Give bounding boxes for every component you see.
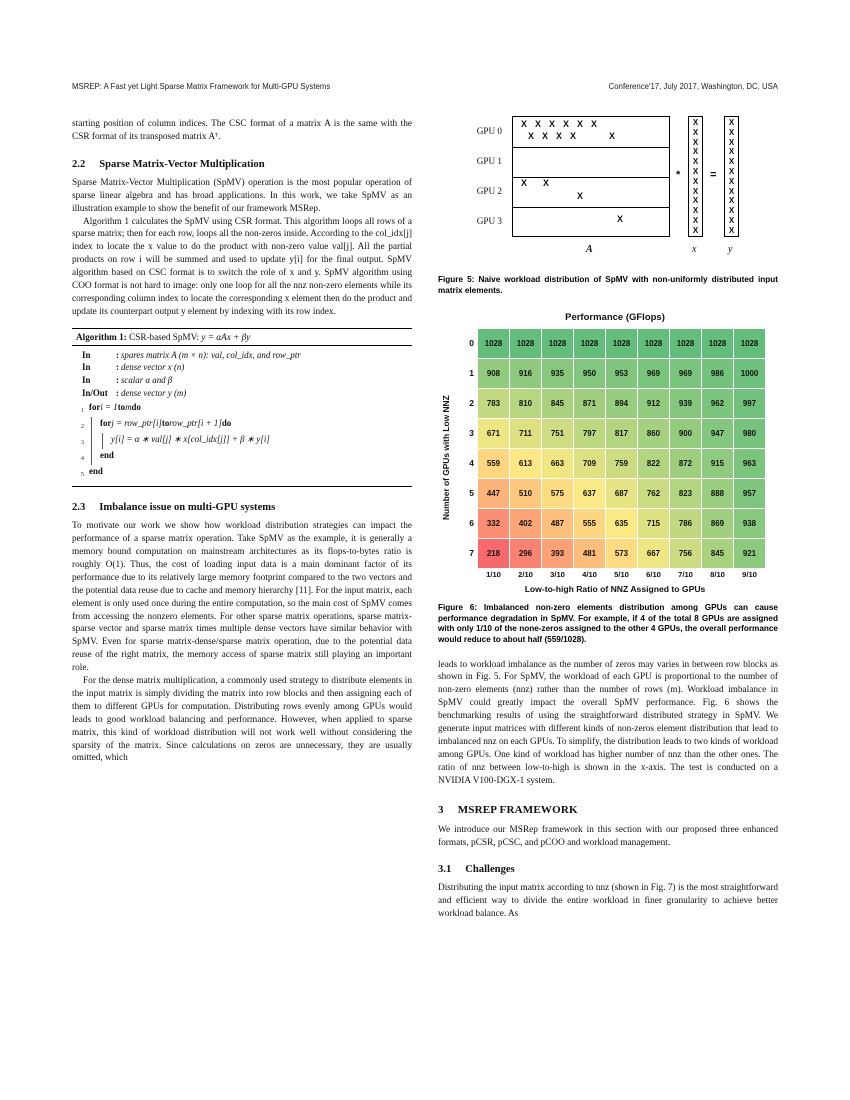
algorithm-code-line [74, 465, 408, 481]
paragraph: Algorithm 1 calculates the SpMV using CSR format. This algorithm loops all rows of a sparse matrix; then for each row, loops all the non-zeros inside. According to the col_idx[j] index to locate the x value to do the product with non-zero value val[j]. All the partial products on row i will be summed and used to update y[i] for the final output. SpMV algorithm based on CSC format is to switch the role of x and y. SpMV algorithm using COO format is not hard to image: only one loop for all the nnz non-zero elements while its corresponding column index to locate the corresponding x element then do the product and update its counterpart output y element by indexing with its row index. [72, 216, 412, 317]
section-heading-3-1 [438, 864, 778, 875]
heatmap-cell: 957 [734, 479, 765, 508]
paragraph: To motivate our work we show how workload distribution strategies can impact the performance of a sparse matrix operation. Take SpMV as the example, it is generally a memory bound computation on mainstream architectures as its flops-to-bytes ratio is roughly O(1). Thus, the cost of loading input data is a main dominant factor of its performance due to its relatively large memory footprint compared to the two vectors and the potential data reuse due to cache and memory hierarchy [11]. For the input matrix, each element is only used once during the entire computation, so the main cost of SpMV comes from accessing the nonzero elements. For other sparse matrix operations, sparse matrix-sparse vector and sparse matrix times multiple dense vectors have similar behavior with SpMV. Even for sparse matrix-dense/sparse matrix operation, due to the potential data reuse of the right matrix, the memory access of sparse matrix still playing an important role. [72, 521, 412, 674]
gpu-row-label: GPU 2 [476, 186, 502, 196]
section-heading-3 [438, 804, 778, 816]
gpu-row-label: GPU 1 [476, 156, 502, 166]
algorithm-code-line [74, 449, 408, 465]
algorithm-line-number: 3 [80, 439, 84, 447]
heatmap-x-tick: 8/10 [710, 570, 725, 580]
algorithm-title-formula: y = αAx + βy [201, 331, 251, 342]
vector-element-mark: X [728, 186, 735, 196]
algorithm-io-label: In [82, 362, 91, 373]
paragraph: For the dense matrix multiplication, a commonly used strategy to distribute elements in the input matrix is simply dividing the matrix into row blocks and then assigning each of them to different GPUs for computation. Distributing rows evenly among GPUs would leads to good workload balancing and performance. However, when applied to sparse matrix, this kind of workload distribution will not work well without considering the sparsity of the matrix. Since calculations on zeros are unnecessary, they are usually omitted, which [72, 676, 412, 764]
heatmap-row-label: 7 [469, 548, 474, 559]
heatmap-cell: 555 [574, 509, 605, 538]
equals-operator: = [710, 169, 717, 181]
heatmap-tick-row [464, 569, 778, 581]
algorithm-io-line [82, 387, 408, 400]
algorithm-keyword: do [131, 402, 141, 413]
paragraph: leads to workload imbalance as the number of zeros may varies in between row blocks as shown in Fig. 5. For SpMV, the workload of each GPU is proportional to the number of non-zero elements (nnz) rather than the number of rows (m). Workload imbalance in SpMV could greatly impact the overall SpMV performance. Fig. 6 shows the benchmarking results of using the straightforward distributed strategy in SpMV. We generate input matrices with different kinds of non-zeros element distribution that lead to imbalanced nnz on each GPUs. To simplify, the distribution leads to two kinds of workload among GPUs. One kind of workload has higher number of nnz than the other ones. The ratio of nnz between low-to-high is shown in the x-axis. The test is conducted on a NVIDIA V100-DGX-1 system. [438, 659, 778, 786]
algorithm-code-line [74, 417, 408, 433]
figure5-matrix-A [512, 116, 670, 237]
heatmap-row-label: 4 [469, 458, 474, 469]
figure6-heatmap [438, 312, 778, 594]
heatmap-cell: 823 [670, 479, 701, 508]
algorithm-title-text: CSR-based SpMV: [126, 331, 202, 342]
heatmap-cell: 786 [670, 509, 701, 538]
heatmap-cell: 921 [734, 539, 765, 568]
heatmap-cell: 637 [574, 479, 605, 508]
heatmap-cell: 402 [510, 509, 541, 538]
vector-element-mark: X [728, 225, 735, 235]
vector-element-mark: X [692, 118, 699, 127]
heatmap-x-tick: 1/10 [486, 570, 501, 580]
vector-element-mark: X [692, 166, 699, 176]
heatmap-cell: 671 [478, 419, 509, 448]
heatmap-cell: 912 [638, 389, 669, 418]
heatmap-x-tick: 7/10 [678, 570, 693, 580]
left-column [72, 118, 412, 765]
algorithm-io-label: In [82, 374, 91, 385]
heatmap-cell: 332 [478, 509, 509, 538]
heatmap-row [464, 479, 778, 509]
heatmap-cell: 872 [670, 449, 701, 478]
algorithm-line-number: 1 [80, 407, 84, 415]
paragraph: Sparse Matrix-Vector Multiplication (SpMV) operation is the most popular operation of sparse linear algebra and has broad applications. In this work, we take SpMV as an illustration example to show the benefit of our framework MSRep. [72, 177, 412, 214]
heatmap-cell: 1028 [478, 329, 509, 358]
vector-element-mark: X [692, 176, 699, 186]
algorithm-expression: i = 1 [100, 402, 118, 413]
vector-element-mark: X [728, 147, 735, 157]
heatmap-cell: 845 [702, 539, 733, 568]
paragraph: We introduce our MSRep framework in this section with our proposed three enhanced formats, pCSR, pCSC, and pCOO and workload management. [438, 824, 778, 848]
algorithm-expression: row_ptr[i + 1] [169, 418, 222, 429]
figure5-diagram [450, 116, 778, 266]
algorithm-keyword: end [89, 466, 103, 477]
heatmap-cell: 969 [638, 359, 669, 388]
heatmap-cell: 481 [574, 539, 605, 568]
algorithm-keyword: for [89, 402, 101, 413]
heatmap-cell: 963 [734, 449, 765, 478]
multiply-operator: * [676, 169, 681, 181]
heatmap-cell: 756 [670, 539, 701, 568]
heatmap-cell: 1028 [542, 329, 573, 358]
matrix-label-A: A [586, 244, 593, 255]
algorithm-code-line [74, 433, 408, 449]
figure5-vector-y [724, 116, 739, 237]
paragraph-intro: starting position of column indices. The CSC format of a matrix A is the same with the CSR format of its transposed matrix Aᵀ. [72, 119, 412, 142]
nonzero-mark: X [577, 119, 584, 129]
nonzero-mark: X [521, 119, 528, 129]
heatmap-cell: 575 [542, 479, 573, 508]
vector-label-y: y [728, 244, 733, 255]
heatmap-cell: 296 [510, 539, 541, 568]
heatmap-cell: 1000 [734, 359, 765, 388]
algorithm-indent-guide [91, 433, 100, 449]
heatmap-row-label: 3 [469, 428, 474, 439]
section-title: Sparse Matrix-Vector Multiplication [99, 158, 265, 170]
heatmap-cell: 1028 [670, 329, 701, 358]
algorithm-io-label: In [82, 349, 91, 360]
heatmap-x-tick: 4/10 [582, 570, 597, 580]
heatmap-cell: 715 [638, 509, 669, 538]
matrix-divider [513, 147, 669, 148]
algorithm-line-number: 5 [80, 471, 84, 479]
heatmap-cell: 810 [510, 389, 541, 418]
section-title: MSREP FRAMEWORK [457, 803, 578, 816]
heatmap-cell: 447 [478, 479, 509, 508]
vector-element-mark: X [692, 186, 699, 196]
heatmap-cell: 1028 [702, 329, 733, 358]
nonzero-mark: X [591, 119, 598, 129]
vector-element-mark: X [728, 215, 735, 225]
heatmap-cell: 1028 [574, 329, 605, 358]
algorithm-keyword: to [117, 402, 126, 413]
heatmap-cell: 1028 [606, 329, 637, 358]
vector-element-mark: X [692, 157, 699, 167]
vector-element-mark: X [728, 137, 735, 147]
heatmap-row-label: 5 [469, 488, 474, 499]
heatmap-row [464, 329, 778, 359]
vector-element-mark: X [692, 127, 699, 137]
section-title: Challenges [465, 864, 515, 876]
chart-y-axis-label: Number of GPUs with Low NNZ [441, 395, 451, 521]
nonzero-mark: X [535, 119, 542, 129]
running-header-right: Conference'17, July 2017, Washington, DC, USA [608, 82, 778, 91]
heatmap-cell: 908 [478, 359, 509, 388]
heatmap-cell: 935 [542, 359, 573, 388]
heatmap-cell: 711 [510, 419, 541, 448]
nonzero-mark: X [528, 131, 535, 141]
algorithm-title [72, 329, 412, 346]
heatmap-cell: 817 [606, 419, 637, 448]
heatmap-cell: 635 [606, 509, 637, 538]
heatmap-cell: 980 [734, 419, 765, 448]
heatmap-grid [464, 329, 778, 581]
section-number: 2.3 [72, 502, 86, 514]
heatmap-cell: 845 [542, 389, 573, 418]
heatmap-cell: 393 [542, 539, 573, 568]
heatmap-cell: 762 [638, 479, 669, 508]
vector-element-mark: X [728, 127, 735, 137]
heatmap-row-label: 6 [469, 518, 474, 529]
section-number: 3 [438, 803, 444, 816]
heatmap-x-tick: 3/10 [550, 570, 565, 580]
vector-element-mark: X [692, 225, 699, 235]
heatmap-cell: 759 [606, 449, 637, 478]
figure6-caption: Figure 6: Imbalanced non-zero elements distribution among GPUs can cause performance degradation in SpMV. For example, if 4 of the total 8 GPUs are assigned with only 1/10 of the none-zeros assigned to the other 4 GPUs, the overall performance would reduce to about half (559/1028). [438, 603, 778, 644]
algorithm-expression: y[i] = α ∗ val[j] ∗ x[col_idx[j]] + β ∗ y[i] [111, 434, 270, 445]
algorithm-io-text: : dense vector x (n) [116, 361, 184, 374]
algorithm-expression: m [125, 402, 132, 413]
algorithm-io-text: : scalar α and β [116, 374, 172, 387]
heatmap-row-label: 0 [469, 338, 474, 349]
heatmap-cell: 947 [702, 419, 733, 448]
heatmap-row-label: 2 [469, 398, 474, 409]
right-column [438, 112, 778, 921]
algorithm-keyword: do [221, 418, 232, 429]
nonzero-mark: X [570, 131, 577, 141]
heatmap-x-tick: 6/10 [646, 570, 661, 580]
heatmap-row [464, 419, 778, 449]
heatmap-cell: 218 [478, 539, 509, 568]
nonzero-mark: X [617, 214, 624, 224]
vector-label-x: x [692, 244, 697, 255]
heatmap-cell: 573 [606, 539, 637, 568]
heatmap-cell: 894 [606, 389, 637, 418]
algorithm-io-line [82, 374, 408, 387]
chart-x-axis-label: Low-to-high Ratio of NNZ Assigned to GPUs [524, 584, 706, 595]
heatmap-x-tick: 2/10 [518, 570, 533, 580]
heatmap-cell: 510 [510, 479, 541, 508]
heatmap-cell: 900 [670, 419, 701, 448]
vector-element-mark: X [728, 157, 735, 167]
heatmap-x-tick: 5/10 [614, 570, 629, 580]
heatmap-row [464, 389, 778, 419]
heatmap-cell: 871 [574, 389, 605, 418]
section-heading-2-3 [72, 502, 412, 513]
algorithm-io-label: In/Out [82, 387, 108, 398]
figure5-caption: Figure 5: Naive workload distribution of SpMV with non-uniformly distributed input matrix elements. [438, 275, 778, 295]
nonzero-mark: X [563, 119, 570, 129]
heatmap-cell: 939 [670, 389, 701, 418]
vector-element-mark: X [692, 147, 699, 157]
chart-title: Performance (GFlops) [565, 312, 665, 324]
section-title: Imbalance issue on multi-GPU systems [99, 502, 276, 514]
nonzero-mark: X [556, 131, 563, 141]
heatmap-row [464, 359, 778, 389]
section-number: 3.1 [438, 864, 452, 876]
heatmap-cell: 953 [606, 359, 637, 388]
heatmap-cell: 962 [702, 389, 733, 418]
vector-element-mark: X [692, 206, 699, 216]
gpu-row-label: GPU 3 [476, 216, 502, 226]
running-header-left: MSREP: A Fast yet Light Sparse Matrix Framework for Multi-GPU Systems [72, 82, 331, 91]
matrix-divider [513, 207, 669, 208]
algorithm-1-box [72, 328, 412, 487]
algorithm-keyword: to [161, 418, 170, 429]
heatmap-cell: 869 [702, 509, 733, 538]
algorithm-expression: j = row_ptr[i] [111, 418, 162, 429]
algorithm-io-line [82, 361, 408, 374]
vector-element-mark: X [692, 196, 699, 206]
heatmap-cell: 860 [638, 419, 669, 448]
algorithm-line-number: 4 [80, 455, 84, 463]
nonzero-mark: X [549, 119, 556, 129]
nonzero-mark: X [543, 178, 550, 188]
heatmap-cell: 915 [702, 449, 733, 478]
nonzero-mark: X [542, 131, 549, 141]
gpu-row-label: GPU 0 [476, 126, 502, 136]
vector-element-mark: X [728, 176, 735, 186]
heatmap-row [464, 509, 778, 539]
heatmap-cell: 783 [478, 389, 509, 418]
nonzero-mark: X [609, 131, 616, 141]
running-header [72, 82, 778, 91]
heatmap-cell: 969 [670, 359, 701, 388]
nonzero-mark: X [521, 178, 528, 188]
algorithm-indent-guide [91, 449, 100, 465]
algorithm-io-line [82, 349, 408, 362]
heatmap-cell: 822 [638, 449, 669, 478]
heatmap-cell: 687 [606, 479, 637, 508]
matrix-divider [513, 177, 669, 178]
heatmap-cell: 667 [638, 539, 669, 568]
vector-element-mark: X [728, 196, 735, 206]
section-number: 2.2 [72, 158, 86, 170]
nonzero-mark: X [577, 191, 584, 201]
heatmap-cell: 613 [510, 449, 541, 478]
algorithm-line-number: 2 [80, 423, 84, 431]
heatmap-cell: 888 [702, 479, 733, 508]
heatmap-cell: 487 [542, 509, 573, 538]
heatmap-cell: 986 [702, 359, 733, 388]
heatmap-cell: 797 [574, 419, 605, 448]
heatmap-cell: 751 [542, 419, 573, 448]
heatmap-cell: 938 [734, 509, 765, 538]
heatmap-cell: 950 [574, 359, 605, 388]
figure5-vector-x [688, 116, 703, 237]
algorithm-io-block [72, 346, 412, 400]
heatmap-row-label: 1 [469, 368, 474, 379]
heatmap-cell: 559 [478, 449, 509, 478]
heatmap-cell: 997 [734, 389, 765, 418]
algorithm-indent-guide [91, 417, 100, 433]
heatmap-row [464, 449, 778, 479]
heatmap-cell: 663 [542, 449, 573, 478]
heatmap-cell: 1028 [638, 329, 669, 358]
algorithm-io-text: : dense vector y (m) [116, 387, 186, 400]
vector-element-mark: X [692, 137, 699, 147]
vector-element-mark: X [692, 215, 699, 225]
heatmap-cell: 709 [574, 449, 605, 478]
paragraph: Distributing the input matrix according to nnz (shown in Fig. 7) is the most straightforward and efficient way to divide the entire workload in finer granularity to achieve better workload balance. As [438, 883, 778, 920]
algorithm-code-line [74, 401, 408, 417]
heatmap-tick-spacer [464, 569, 478, 581]
heatmap-cell: 1028 [510, 329, 541, 358]
algorithm-code-block [72, 400, 412, 482]
section-heading-2-2 [72, 159, 412, 170]
vector-element-mark: X [728, 118, 735, 127]
algorithm-io-text: : spares matrix A (m × n): val, col_idx, and row_ptr [116, 349, 301, 362]
algorithm-keyword: end [100, 450, 114, 461]
vector-element-mark: X [728, 206, 735, 216]
heatmap-row [464, 539, 778, 569]
heatmap-cell: 916 [510, 359, 541, 388]
heatmap-x-tick: 9/10 [742, 570, 757, 580]
vector-element-mark: X [728, 166, 735, 176]
algorithm-keyword: for [100, 418, 112, 429]
heatmap-cell: 1028 [734, 329, 765, 358]
algorithm-title-label: Algorithm 1: [76, 331, 127, 342]
algorithm-indent-guide [102, 433, 111, 449]
